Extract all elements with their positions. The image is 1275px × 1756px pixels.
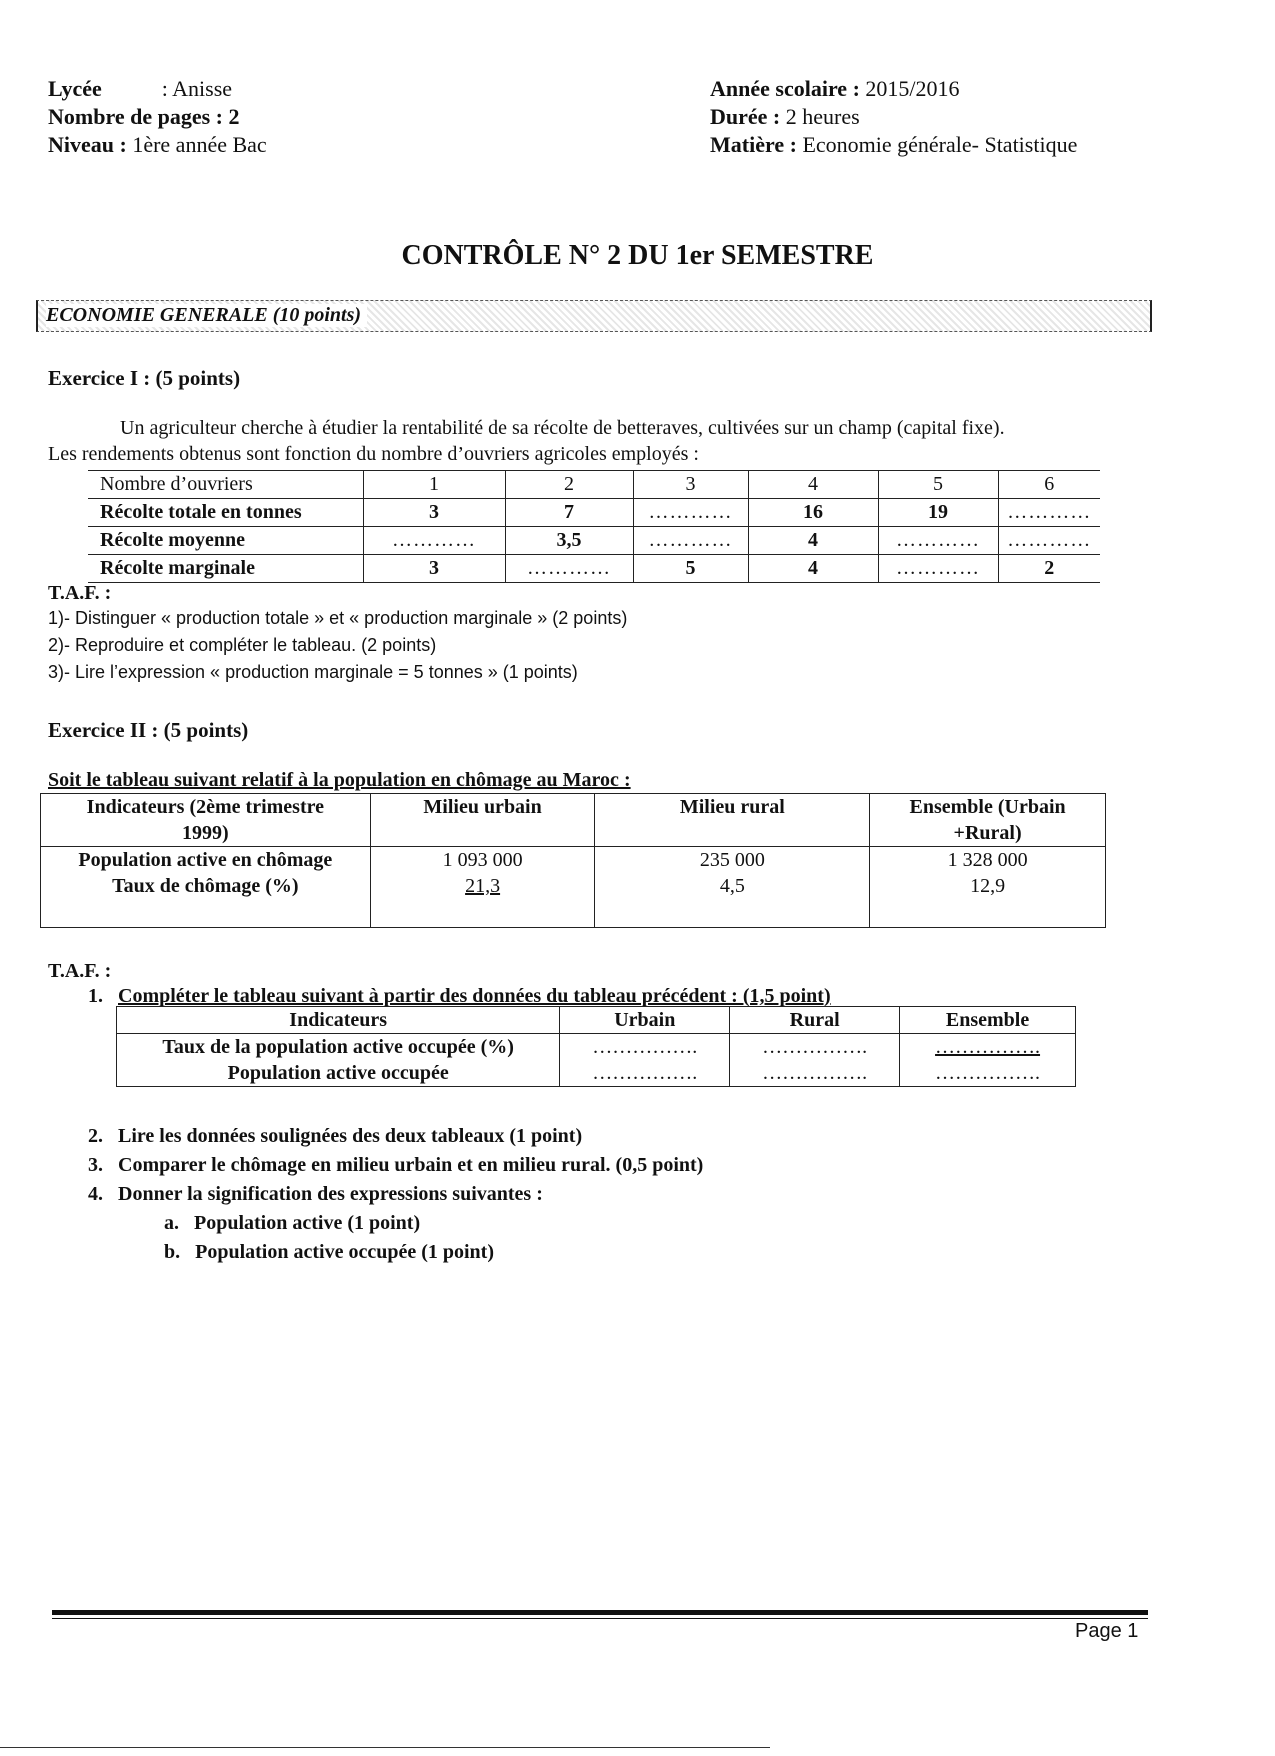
row-label-pop-occupee: Population active occupée	[227, 1062, 449, 1084]
blank-cell: …………….	[762, 1062, 868, 1084]
header-indicateurs-b: 1999)	[182, 822, 229, 844]
table-header: Milieu urbain	[370, 794, 595, 847]
table-cell: …………	[998, 527, 1100, 555]
list-number: 2.	[88, 1125, 103, 1147]
table-cell: 3	[363, 555, 505, 583]
table-cell	[41, 847, 371, 928]
table-cell: 2	[505, 471, 633, 499]
table-cell	[870, 847, 1106, 928]
footer-rule	[52, 1610, 1148, 1615]
table-cell: …………	[633, 527, 748, 555]
table-cell: Récolte totale en tonnes	[88, 499, 363, 527]
lycee-label: Lycée	[48, 76, 102, 101]
ex2-q4a: Population active (1 point)	[194, 1212, 421, 1234]
blank-cell: …………….	[592, 1062, 698, 1084]
page-number: Page 1	[1075, 1620, 1139, 1642]
table-header	[41, 794, 371, 847]
ex2-q3: Comparer le chômage en milieu urbain et en milieu rural. (0,5 point)	[118, 1154, 704, 1176]
table-header: Indicateurs	[117, 1007, 560, 1034]
value-cell: 12,9	[970, 875, 1006, 897]
table-cell: 7	[505, 499, 633, 527]
row-label-taux: Taux de chômage (%)	[112, 875, 299, 897]
header-indicateurs-a: Indicateurs (2ème trimestre	[86, 796, 324, 818]
duree-value: 2 heures	[785, 104, 860, 129]
table-header-row	[41, 794, 1106, 847]
ex2-intro: Soit le tableau suivant relatif à la population en chômage au Maroc :	[48, 769, 631, 791]
table-cell: 5	[633, 555, 748, 583]
niveau-value: 1ère année Bac	[132, 132, 267, 157]
ex2-q2: Lire les données soulignées des deux tableaux (1 point)	[118, 1125, 583, 1147]
table-header: Urbain	[560, 1007, 730, 1034]
table-row	[88, 471, 1100, 499]
table-cell: 6	[998, 471, 1100, 499]
table-cell: …………	[878, 555, 998, 583]
annee-value: 2015/2016	[865, 76, 960, 101]
table-cell: 19	[878, 499, 998, 527]
header-left	[48, 75, 267, 159]
table-row	[117, 1034, 1076, 1087]
table-cell	[730, 1034, 900, 1087]
ex1-taf: T.A.F. :	[48, 582, 112, 604]
table-row	[88, 555, 1100, 583]
pages-label: Nombre de pages : 2	[48, 104, 240, 129]
table-cell: 4	[748, 555, 878, 583]
row-label-chomage: Population active en chômage	[78, 849, 333, 871]
list-number: 1.	[88, 985, 103, 1007]
ex2-heading: Exercice II : (5 points)	[48, 718, 249, 742]
table-row	[88, 527, 1100, 555]
table-cell: Récolte moyenne	[88, 527, 363, 555]
section-title: ECONOMIE GENERALE (10 points)	[46, 304, 367, 327]
lycee-value: : Anisse	[161, 76, 233, 101]
footer-rule-thin	[52, 1618, 1148, 1619]
blank-cell: …………….	[592, 1036, 698, 1058]
row-label-taux-occupee: Taux de la population active occupée (%)	[162, 1036, 514, 1058]
duree-label: Durée :	[710, 104, 781, 129]
table-cell: 4	[748, 527, 878, 555]
list-letter: a.	[164, 1212, 179, 1234]
table-cell: 2	[998, 555, 1100, 583]
header-ensemble-a: Ensemble (Urbain	[909, 796, 1066, 818]
table-cell: 3	[633, 471, 748, 499]
table-row	[41, 847, 1106, 928]
table-cell: …………	[633, 499, 748, 527]
table-cell: 3,5	[505, 527, 633, 555]
bottom-rule	[0, 1747, 770, 1748]
table-cell: 1	[363, 471, 505, 499]
value-cell: 1 328 000	[947, 849, 1028, 871]
ex2-taf: T.A.F. :	[48, 960, 112, 982]
ex2-q4b: Population active occupée (1 point)	[195, 1241, 494, 1263]
table-cell: …………	[505, 555, 633, 583]
table-cell	[900, 1034, 1076, 1087]
value-cell: 4,5	[719, 875, 745, 897]
table-cell	[370, 847, 595, 928]
ex1-q2: 2)- Reproduire et compléter le tableau. (2 points)	[48, 635, 437, 655]
ex2-table	[40, 793, 1106, 928]
page-title: CONTRÔLE N° 2 DU 1er SEMESTRE	[401, 240, 874, 271]
ex1-intro2: Les rendements obtenus sont fonction du nombre d’ouvriers agricoles employés :	[48, 443, 699, 465]
ex1-heading: Exercice I : (5 points)	[48, 366, 241, 390]
table-cell: 16	[748, 499, 878, 527]
table-header: Rural	[730, 1007, 900, 1034]
table-cell	[560, 1034, 730, 1087]
table-header: Ensemble	[900, 1007, 1076, 1034]
list-letter: b.	[164, 1241, 181, 1263]
blank-cell: …………….	[762, 1036, 868, 1058]
ex2-questions	[88, 1122, 703, 1267]
value-cell: 235 000	[699, 849, 765, 871]
table-cell: …………	[998, 499, 1100, 527]
table-cell: 5	[878, 471, 998, 499]
list-number: 4.	[88, 1183, 103, 1205]
blank-cell-underlined: …………….	[935, 1036, 1041, 1058]
ex2-q1: Compléter le tableau suivant à partir des données du tableau précédent : (1,5 point)	[118, 985, 831, 1007]
table-cell: 4	[748, 471, 878, 499]
table-cell: …………	[363, 527, 505, 555]
section-bar	[36, 300, 1152, 332]
ex2-q4: Donner la signification des expressions suivantes :	[118, 1183, 543, 1205]
annee-label: Année scolaire :	[710, 76, 860, 101]
table-header	[870, 794, 1106, 847]
table-header-row	[117, 1007, 1076, 1034]
list-number: 3.	[88, 1154, 103, 1176]
table-cell	[595, 847, 870, 928]
ex1-q1: 1)- Distinguer « production totale » et « production marginale » (2 points)	[48, 608, 628, 628]
matiere-value: Economie générale- Statistique	[802, 132, 1078, 157]
ex1-intro1: Un agriculteur cherche à étudier la rentabilité de sa récolte de betteraves, cultivées sur un champ (capital fixe).	[120, 417, 1005, 439]
table-cell	[117, 1034, 560, 1087]
ex1-table	[88, 470, 1100, 583]
blank-cell: …………….	[935, 1062, 1041, 1084]
ex2-table2	[116, 1006, 1076, 1087]
table-cell: …………	[878, 527, 998, 555]
table-cell: Nombre d’ouvriers	[88, 471, 363, 499]
header-ensemble-b: +Rural)	[953, 822, 1022, 844]
table-row	[88, 499, 1100, 527]
niveau-label: Niveau :	[48, 132, 127, 157]
table-cell: 3	[363, 499, 505, 527]
matiere-label: Matière :	[710, 132, 797, 157]
value-cell-underlined: 21,3	[465, 875, 501, 897]
value-cell: 1 093 000	[442, 849, 523, 871]
table-header: Milieu rural	[595, 794, 870, 847]
ex1-q3: 3)- Lire l’expression « production marginale = 5 tonnes » (1 points)	[48, 662, 578, 682]
header-right	[710, 75, 1077, 159]
table-cell: Récolte marginale	[88, 555, 363, 583]
